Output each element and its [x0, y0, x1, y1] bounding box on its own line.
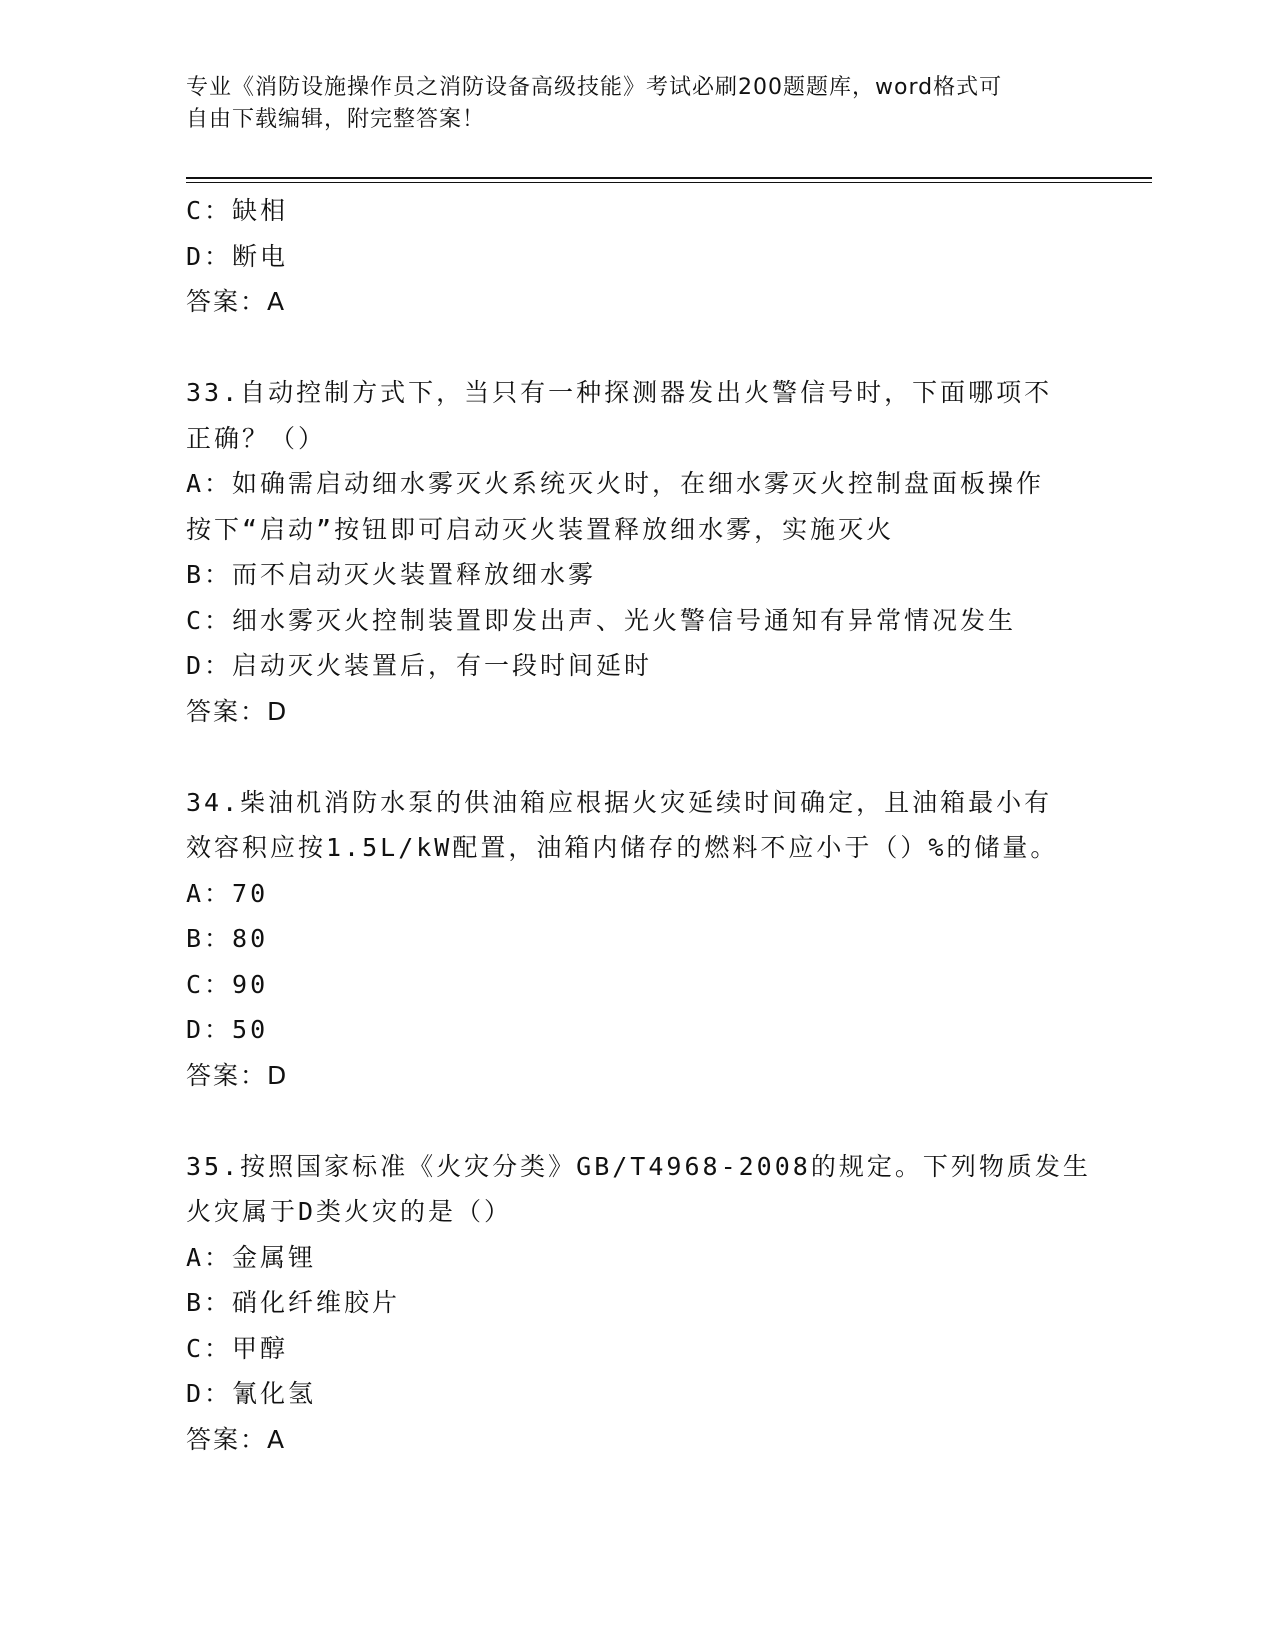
answer-line: 答案：A [186, 287, 287, 316]
option-line: C：90 [186, 969, 269, 999]
option-line: C：甲醇 [186, 1333, 289, 1363]
option-line: D：氰化氢 [186, 1379, 317, 1408]
option-line: A：如确需启动细水雾灭火系统灭火时，在细水雾灭火控制盘面板操作 [186, 469, 1045, 498]
header-line-1: 专业《消防设施操作员之消防设备高级技能》考试必刷200题题库，word格式可 [186, 75, 1003, 100]
option-line-cont: 按下“启动”按钮即可启动灭火装置释放细水雾，实施灭火 [186, 514, 895, 544]
header-line-2: 自由下载编辑，附完整答案！ [186, 107, 486, 132]
question-text: 效容积应按1.5L/kW配置，油箱内储存的燃料不应小于（）%的储量。 [186, 833, 1059, 862]
answer-line: 答案：D [186, 696, 289, 726]
option-line: A：金属锂 [186, 1242, 317, 1272]
option-line: A：70 [186, 878, 269, 908]
answer-line: 答案：D [186, 1060, 289, 1090]
question-text: 正确？（） [186, 423, 327, 453]
question-text: 35.按照国家标准《火灾分类》GB/T4968-2008的规定。下列物质发生 [186, 1151, 1091, 1181]
question-text: 34.柴油机消防水泵的供油箱应根据火灾延续时间确定，且油箱最小有 [186, 787, 1053, 817]
option-line: D：断电 [186, 241, 289, 271]
question-block [186, 370, 1086, 734]
option-line: C：缺相 [186, 196, 289, 225]
document-header [186, 72, 1066, 136]
option-line: D：50 [186, 1015, 269, 1044]
option-line: D：启动灭火装置后，有一段时间延时 [186, 651, 653, 680]
header-rule-thick [186, 177, 1152, 179]
question-block [186, 780, 1086, 1099]
answer-line: 答案：A [186, 1424, 287, 1454]
option-line: B：80 [186, 924, 269, 953]
document-body [186, 188, 1091, 1462]
option-line: C：细水雾灭火控制装置即发出声、光火警信号通知有异常情况发生 [186, 605, 1017, 635]
question-block [186, 1144, 1091, 1463]
option-line: B：而不启动灭火装置释放细水雾 [186, 560, 597, 589]
question-text: 火灾属于D类火灾的是（） [186, 1197, 513, 1226]
question-text: 33.自动控制方式下，当只有一种探测器发出火警信号时，下面哪项不 [186, 378, 1053, 407]
header-rule-thin [186, 182, 1152, 183]
option-line: B：硝化纤维胶片 [186, 1288, 401, 1317]
